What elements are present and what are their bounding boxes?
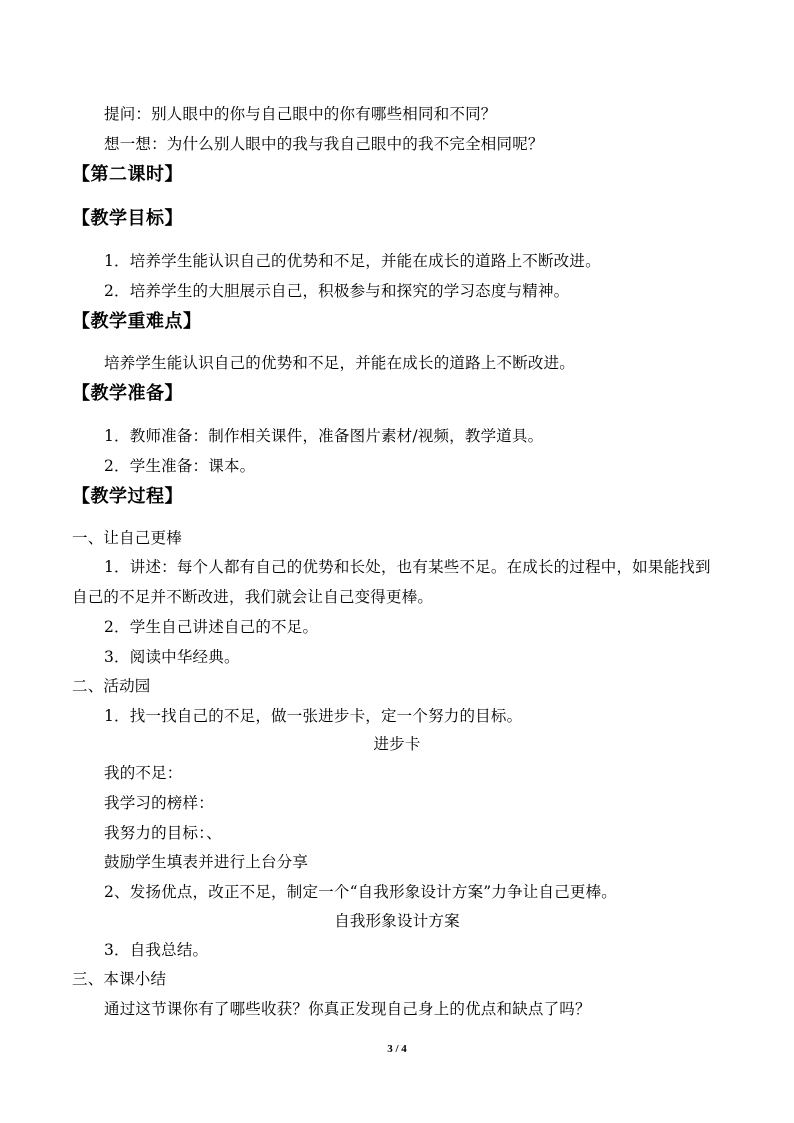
section-3-title: 三、本课小结 xyxy=(72,970,167,988)
page-number: 3 / 4 xyxy=(387,1043,407,1055)
section-1-item-1-line-1: 1．讲述：每个人都有自己的优势和长处，也有某些不足。在成长的过程中，如果能找到 xyxy=(104,558,711,576)
question-line-1: 提问：别人眼中的你与自己眼中的你有哪些相同和不同？ xyxy=(104,105,497,123)
progress-card-shortcoming: 我的不足： xyxy=(104,764,183,782)
goal-item-2: 2．培养学生的大胆展示自己，积极参与和探究的学习态度与精神。 xyxy=(104,282,570,300)
progress-card-goal: 我努力的目标：、 xyxy=(104,824,222,842)
heading-teaching-goals: 【教学目标】 xyxy=(72,208,183,229)
section-1-item-1-line-2: 自己的不足并不断改进，我们就会让自己变得更棒。 xyxy=(72,588,434,606)
heading-preparation: 【教学准备】 xyxy=(72,383,183,404)
heading-teaching-process: 【教学过程】 xyxy=(72,486,183,507)
section-2-item-1: 1．找一找自己的不足，做一张进步卡，定一个努力的目标。 xyxy=(104,707,523,725)
section-3-summary: 通过这节课你有了哪些收获？你真正发现自己身上的优点和缺点了吗？ xyxy=(104,1000,591,1018)
section-2-title: 二、活动园 xyxy=(72,677,151,695)
self-image-plan-title: 自我形象设计方案 xyxy=(334,912,460,930)
section-1-item-2: 2．学生自己讲述自己的不足。 xyxy=(104,618,319,636)
question-line-2: 想一想：为什么别人眼中的我与我自己眼中的我不完全相同呢？ xyxy=(104,135,544,153)
section-1-title: 一、让自己更棒 xyxy=(72,529,182,547)
progress-card-title: 进步卡 xyxy=(373,735,421,753)
progress-card-role-model: 我学习的榜样： xyxy=(104,794,214,812)
heading-lesson-2: 【第二课时】 xyxy=(72,164,183,185)
prep-item-2: 2．学生准备：课本。 xyxy=(104,457,256,475)
prep-item-1: 1．教师准备：制作相关课件，准备图片素材/视频，教学道具。 xyxy=(104,427,544,445)
goal-item-1: 1．培养学生能认识自己的优势和不足，并能在成长的道路上不断改进。 xyxy=(104,252,601,270)
section-2-item-2: 2、发扬优点，改正不足，制定一个“自我形象设计方案”力争让自己更棒。 xyxy=(104,883,618,901)
heading-key-points: 【教学重难点】 xyxy=(72,311,202,332)
section-2-item-3: 3．自我总结。 xyxy=(104,941,209,959)
key-point-text: 培养学生能认识自己的优势和不足，并能在成长的道路上不断改进。 xyxy=(104,354,576,372)
section-1-item-3: 3．阅读中华经典。 xyxy=(104,648,240,666)
progress-card-share-note: 鼓励学生填表并进行上台分享 xyxy=(104,853,309,871)
